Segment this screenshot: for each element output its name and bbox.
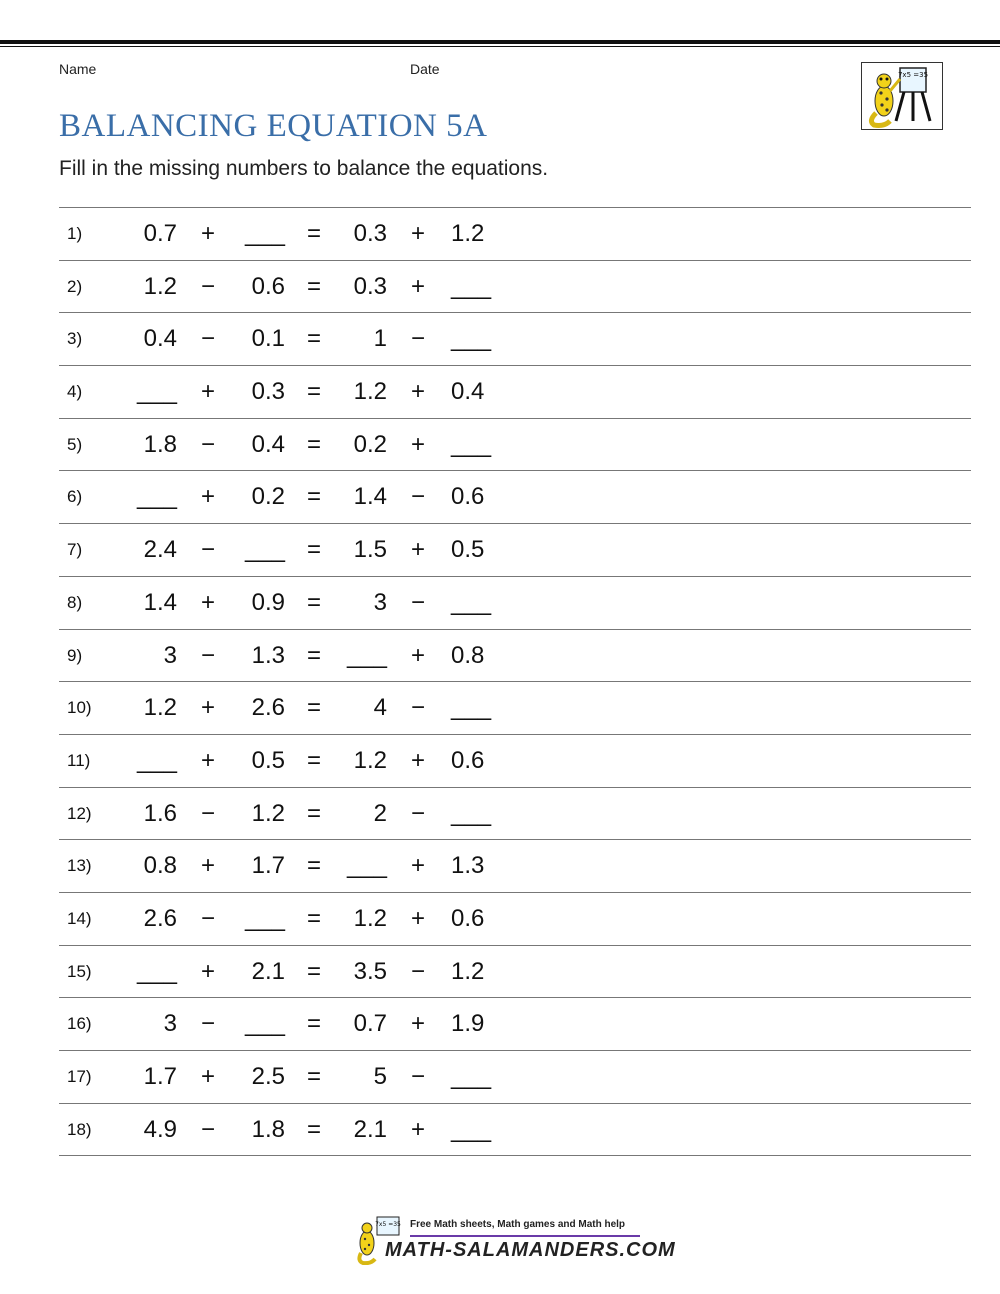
problem-number: 13) [67,856,92,876]
operator-1: + [200,746,215,774]
equals-sign: = [306,799,321,827]
equals-sign: = [306,220,321,247]
operator-2: + [410,1115,425,1143]
term-c: 1.2 [353,746,387,774]
footer-site-name: MATH-SALAMANDERS.COM [385,1239,676,1261]
operator-2: − [410,483,425,511]
term-d: 1.2 [451,220,485,247]
problem-row [59,788,971,841]
board-text: 7x5 =35 [897,71,929,79]
problem-number: 5) [67,434,83,454]
equals-sign: = [306,1063,321,1090]
problem-row [59,524,971,577]
term-a: 0.4 [143,325,177,353]
term-b: ___ [244,220,285,247]
equals-sign: = [306,1010,321,1038]
problem-number: 16) [67,1014,92,1034]
equals-sign: = [306,588,321,616]
term-a: ___ [136,957,177,985]
problem-row [59,208,971,261]
operator-1: − [200,430,215,458]
term-c: ___ [346,852,387,880]
equals-sign: = [306,852,321,880]
problem-number: 14) [67,908,92,928]
term-d: 0.6 [451,483,485,511]
term-c: 1 [373,325,387,353]
term-c: 5 [373,1063,387,1090]
term-c: 0.3 [353,220,387,247]
problem-number: 3) [67,329,83,349]
term-d: 0.6 [451,746,485,774]
operator-2: + [410,220,425,247]
term-a: 0.7 [143,220,177,247]
operator-2: + [410,272,425,300]
operator-1: + [200,852,215,880]
operator-1: + [200,483,215,511]
term-b: ___ [244,904,285,932]
term-c: ___ [346,641,387,669]
term-b: 0.3 [251,378,285,406]
equals-sign: = [306,1115,321,1143]
problem-number: 15) [67,961,92,981]
term-c: 1.4 [353,483,387,511]
operator-1: + [200,378,215,406]
operator-2: + [410,904,425,932]
term-b: 0.9 [251,588,285,616]
term-c: 2.1 [353,1115,387,1143]
term-a: 1.8 [143,430,177,458]
equals-sign: = [306,536,321,564]
salamander-teacher-icon [861,62,943,130]
term-d: 0.5 [451,536,485,564]
top-rule [0,40,1000,44]
problem-row [59,630,971,683]
footer [355,1215,676,1265]
equals-sign: = [306,746,321,774]
term-d: ___ [451,588,492,616]
term-d: 0.8 [451,641,485,669]
term-c: 1.2 [353,378,387,406]
term-d: ___ [451,272,492,300]
top-rule-thin [0,46,1000,47]
term-a: 1.2 [143,272,177,300]
page-title: BALANCING EQUATION 5A [59,108,488,144]
problem-row [59,419,971,472]
operator-2: + [410,746,425,774]
problem-number: 9) [67,645,83,665]
equals-sign: = [306,483,321,511]
term-b: 0.4 [251,430,285,458]
operator-1: + [200,220,215,247]
term-a: 3 [163,641,177,669]
name-label: Name [59,61,97,77]
term-a: 2.6 [143,904,177,932]
term-a: ___ [136,378,177,406]
equals-sign: = [306,641,321,669]
operator-2: − [410,1063,425,1090]
term-b: 0.1 [251,325,285,353]
equals-sign: = [306,430,321,458]
operator-2: + [410,430,425,458]
operator-1: − [200,1010,215,1038]
term-d: ___ [451,430,492,458]
problem-row [59,682,971,735]
term-c: 3.5 [353,957,387,985]
operator-1: + [200,957,215,985]
problem-row [59,313,971,366]
equals-sign: = [306,904,321,932]
operator-1: − [200,641,215,669]
term-b: ___ [244,536,285,564]
operator-2: − [410,799,425,827]
term-c: 4 [373,694,387,722]
term-a: 4.9 [143,1115,177,1143]
footer-underline [410,1235,640,1237]
operator-1: + [200,1063,215,1090]
term-c: 3 [373,588,387,616]
term-c: 0.3 [353,272,387,300]
equals-sign: = [306,957,321,985]
operator-1: − [200,325,215,353]
term-b: 1.7 [251,852,285,880]
term-c: 1.5 [353,536,387,564]
operator-1: − [200,272,215,300]
term-b: 1.2 [251,799,285,827]
problem-row [59,577,971,630]
problem-number: 2) [67,276,83,296]
term-d: ___ [451,1115,492,1143]
term-c: 0.7 [353,1010,387,1038]
operator-2: − [410,325,425,353]
term-b: 1.3 [251,641,285,669]
term-d: ___ [451,325,492,353]
problem-number: 12) [67,803,92,823]
operator-1: − [200,1115,215,1143]
equals-sign: = [306,325,321,353]
term-d: ___ [451,1063,492,1090]
problem-row [59,1051,971,1104]
problem-row [59,998,971,1051]
term-c: 1.2 [353,904,387,932]
term-c: 2 [373,799,387,827]
term-a: 2.4 [143,536,177,564]
operator-2: + [410,852,425,880]
problem-number: 4) [67,382,83,402]
problem-row [59,735,971,788]
term-a: 1.7 [143,1063,177,1090]
term-d: 1.3 [451,852,485,880]
operator-1: − [200,904,215,932]
operator-2: − [410,588,425,616]
term-a: 0.8 [143,852,177,880]
operator-2: − [410,694,425,722]
operator-1: − [200,536,215,564]
term-a: 1.2 [143,694,177,722]
problem-number: 17) [67,1067,92,1086]
operator-2: + [410,536,425,564]
operator-2: + [410,378,425,406]
term-d: ___ [451,694,492,722]
problem-row [59,471,971,524]
date-label: Date [410,61,440,77]
term-d: 0.4 [451,378,485,406]
problem-number: 1) [67,224,83,243]
term-b: 0.2 [251,483,285,511]
problem-number: 8) [67,592,83,612]
problem-number: 18) [67,1119,92,1139]
term-c: 0.2 [353,430,387,458]
problem-number: 6) [67,487,83,507]
equals-sign: = [306,272,321,300]
term-a: ___ [136,746,177,774]
problem-row [59,1104,971,1157]
operator-1: + [200,694,215,722]
operator-2: − [410,957,425,985]
operator-2: + [410,641,425,669]
problem-row [59,946,971,999]
term-b: 2.6 [251,694,285,722]
problem-row [59,366,971,419]
term-b: 2.1 [251,957,285,985]
term-d: 0.6 [451,904,485,932]
term-d: ___ [451,799,492,827]
term-d: 1.2 [451,957,485,985]
term-b: ___ [244,1010,285,1038]
problem-number: 10) [67,698,92,718]
problem-row [59,893,971,946]
term-d: 1.9 [451,1010,485,1038]
operator-1: − [200,799,215,827]
term-a: 1.6 [143,799,177,827]
term-a: ___ [136,483,177,511]
instructions: Fill in the missing numbers to balance the equations. [59,157,549,180]
operator-1: + [200,588,215,616]
problem-number: 7) [67,540,83,560]
term-b: 2.5 [251,1063,285,1090]
problem-list [59,207,971,1156]
footer-tagline: Free Math sheets, Math games and Math help [410,1219,626,1230]
operator-2: + [410,1010,425,1038]
term-a: 3 [163,1010,177,1038]
term-a: 1.4 [143,588,177,616]
term-b: 0.5 [251,746,285,774]
problem-number: 11) [67,750,91,770]
footer-board-text: 7x5 =35 [375,1221,401,1228]
term-b: 1.8 [251,1115,285,1143]
problem-row [59,261,971,314]
term-b: 0.6 [251,272,285,300]
problem-row [59,840,971,893]
equals-sign: = [306,378,321,406]
equals-sign: = [306,694,321,722]
